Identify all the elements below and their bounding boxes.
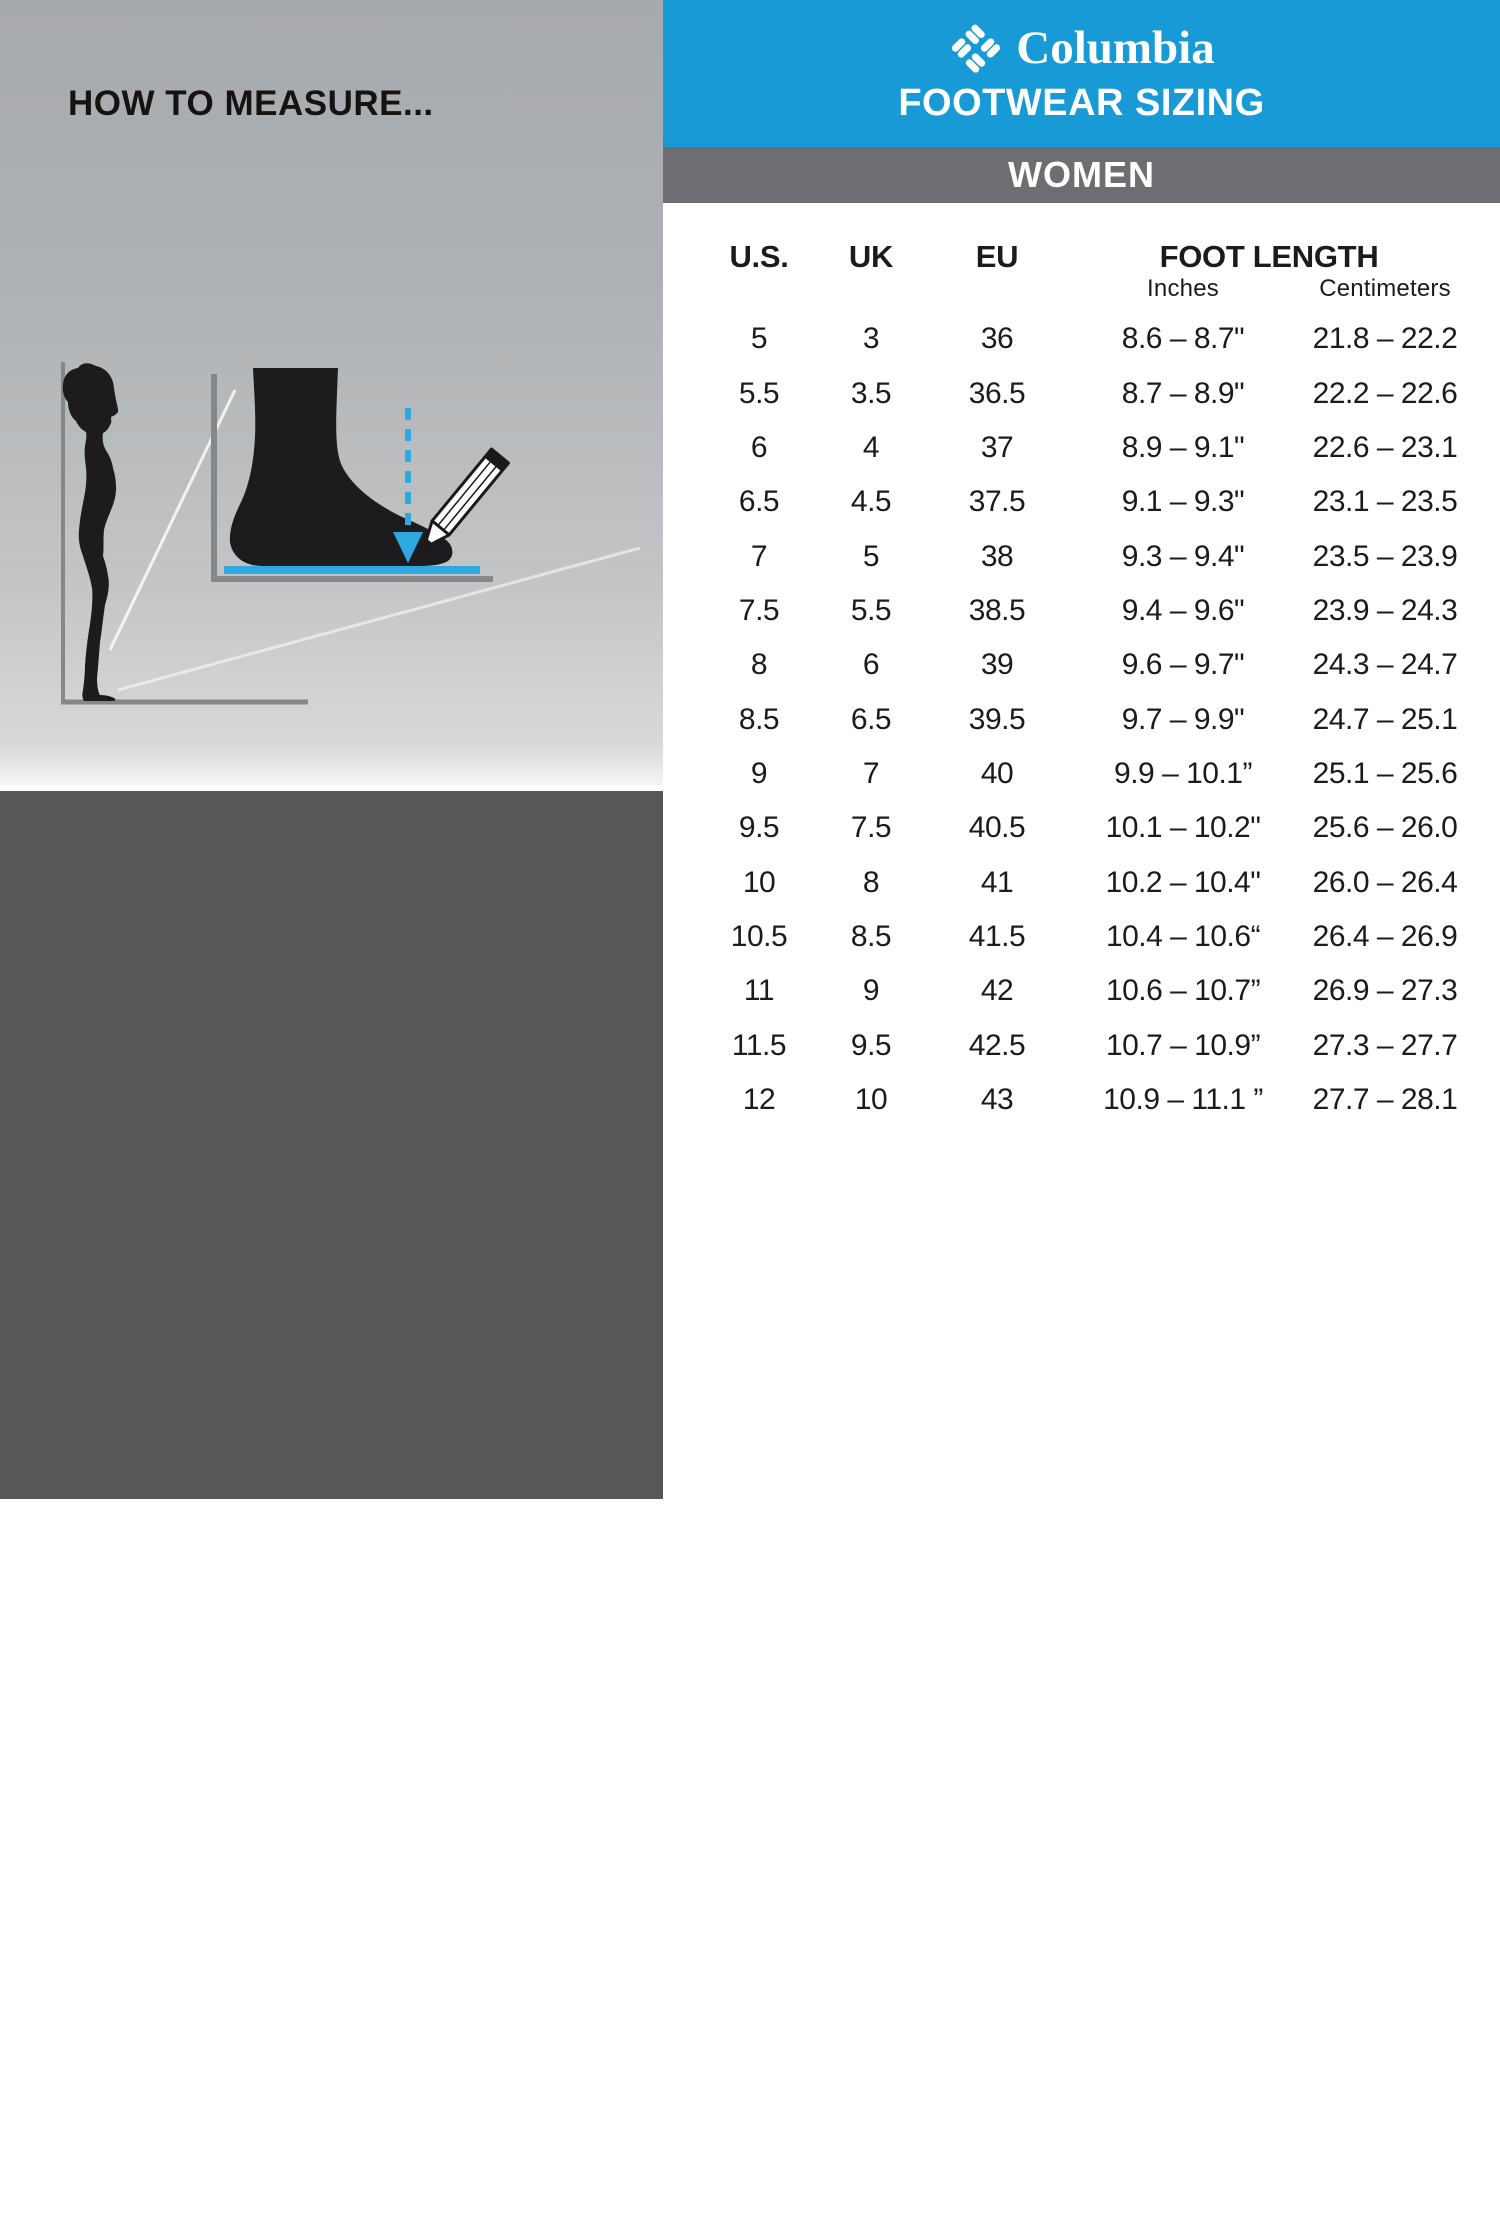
cell-centimeters: 26.9 – 27.3 [1312,974,1458,1008]
how-to-measure-title: HOW TO MEASURE... [68,84,434,123]
table-row [703,747,1500,801]
cell-centimeters: 26.0 – 26.4 [1312,865,1458,899]
table-header [663,240,1500,304]
table-row [703,421,1500,475]
cell-inches: 8.7 – 8.9" [1121,376,1245,410]
cell-us: 10.5 [730,919,788,953]
woman-silhouette [63,363,118,701]
cell-inches: 10.6 – 10.7” [1105,974,1261,1008]
cell-centimeters: 27.7 – 28.1 [1312,1082,1458,1116]
cell-inches: 10.9 – 11.1 ” [1103,1082,1263,1116]
cell-uk: 3 [862,322,880,356]
instruction-text: Read measurement and compare to size chart. [105,2017,600,2082]
cell-uk: 5 [862,539,880,573]
instruction-item [50,2106,635,2211]
cell-centimeters: 22.2 – 22.6 [1312,376,1458,410]
cell-centimeters: 23.1 – 23.5 [1312,485,1458,519]
table-row [703,366,1500,420]
cell-eu: 39.5 [968,702,1026,736]
cell-uk: 9 [862,974,880,1008]
section-label: WOMEN [663,147,1500,203]
cell-eu: 36.5 [968,376,1026,410]
how-to-measure-panel [0,0,663,2208]
cell-inches: 8.6 – 8.7" [1121,322,1245,356]
cell-uk: 4.5 [850,485,892,519]
instruction-item [50,1651,635,1721]
instruction-number: 4. [73,1926,96,1956]
cell-inches: 9.1 – 9.3" [1121,485,1245,519]
cell-uk: 7.5 [850,811,892,845]
cell-uk: 8 [862,865,880,899]
instruction-text: Place a blank sheet of paper against a wall or other 90 degree surface. [105,1653,627,1718]
sizing-chart-panel [663,0,1500,1499]
brand-header [663,0,1500,147]
cell-eu: 36 [980,322,1014,356]
instruction-text: When comparing to the chart, use the closest larger measurement to determine your size per your country’s standard. [105,2108,604,2208]
cell-uk: 10 [854,1082,888,1116]
measure-arrow-icon [393,408,423,563]
cell-centimeters: 22.6 – 23.1 [1312,430,1458,464]
cell-centimeters: 25.6 – 26.0 [1312,811,1458,845]
illustration-section [0,0,663,788]
cell-uk: 3.5 [850,376,892,410]
table-row [703,638,1500,692]
instruction-number: 6. [73,2108,96,2138]
col-header-us: U.S. [729,239,789,274]
table-row [703,801,1500,855]
subheader-centimeters: Centimeters [1319,275,1451,302]
instruction-text: Place heel against wall on flat level surface. [105,1744,532,1809]
instruction-item [50,1833,635,1903]
cell-eu: 39 [980,648,1014,682]
cell-uk: 7 [862,756,880,790]
cell-inches: 9.7 – 9.9" [1121,702,1245,736]
instructions-list [50,1651,635,2232]
cell-us: 7 [750,539,768,573]
instruction-number: 3. [73,1835,96,1865]
table-row [703,475,1500,529]
cell-centimeters: 23.9 – 24.3 [1312,593,1458,627]
cell-centimeters: 21.8 – 22.2 [1312,322,1458,356]
table-row [703,584,1500,638]
cell-centimeters: 23.5 – 23.9 [1312,539,1458,573]
table-row [703,529,1500,583]
table-row [703,1073,1500,1127]
cell-inches: 9.3 – 9.4" [1121,539,1245,573]
cell-us: 5 [750,322,768,356]
cell-us: 9 [750,756,768,790]
cell-eu: 42 [980,974,1014,1008]
cell-inches: 10.7 – 10.9” [1105,1028,1261,1062]
cell-eu: 41.5 [968,919,1026,953]
cell-centimeters: 24.3 – 24.7 [1312,648,1458,682]
cell-uk: 6 [862,648,880,682]
cell-inches: 9.4 – 9.6" [1121,593,1245,627]
brand-name: Columbia [1016,22,1215,74]
table-body [663,312,1500,1127]
cell-eu: 38.5 [968,593,1026,627]
brand-logo [948,18,1215,78]
cell-us: 8 [750,648,768,682]
cell-inches: 9.6 – 9.7" [1121,648,1245,682]
cell-inches: 8.9 – 9.1" [1121,430,1245,464]
instruction-item [50,2015,635,2085]
cell-uk: 4 [862,430,880,464]
pencil-icon [424,449,509,548]
table-row [703,312,1500,366]
instruction-number: 2. [73,1744,96,1774]
paper-line [224,566,480,574]
cell-centimeters: 26.4 – 26.9 [1312,919,1458,953]
cell-eu: 37.5 [968,485,1026,519]
table-row [703,910,1500,964]
cell-inches: 10.2 – 10.4" [1105,865,1261,899]
chart-title: FOOTWEAR SIZING [898,82,1265,124]
table-row [703,964,1500,1018]
cell-eu: 37 [980,430,1014,464]
size-table [663,240,1500,1127]
cell-us: 7.5 [738,593,780,627]
table-row [703,1018,1500,1072]
instruction-item [50,1924,635,1994]
cell-us: 10 [742,865,776,899]
cell-uk: 6.5 [850,702,892,736]
instruction-item [50,1742,635,1812]
cell-eu: 42.5 [968,1028,1026,1062]
cell-inches: 10.4 – 10.6“ [1105,919,1261,953]
instruction-number: 5. [73,2017,96,2047]
table-row [703,855,1500,909]
cell-inches: 9.9 – 10.1” [1114,756,1252,790]
cell-centimeters: 27.3 – 27.7 [1312,1028,1458,1062]
cell-eu: 41 [980,865,1014,899]
cell-us: 11 [743,974,775,1008]
subheader-inches: Inches [1147,275,1219,302]
cell-eu: 38 [980,539,1014,573]
col-header-eu: EU [975,239,1019,274]
cell-us: 6 [750,430,768,464]
cell-us: 6.5 [738,485,780,519]
col-header-foot-length: FOOT LENGTH [1159,239,1379,274]
instructions-section [0,791,663,2208]
cell-eu: 43 [980,1082,1014,1116]
cell-uk: 8.5 [850,919,892,953]
cell-inches: 10.1 – 10.2" [1105,811,1261,845]
cell-us: 5.5 [738,376,780,410]
cell-us: 9.5 [738,811,780,845]
cell-eu: 40.5 [968,811,1026,845]
cell-uk: 9.5 [850,1028,892,1062]
columbia-emblem-icon [948,20,1004,76]
cell-us: 8.5 [738,702,780,736]
table-row [703,692,1500,746]
instruction-text: Measure both feet in inches or centimeters and use the larger measurement. [105,1926,624,1991]
cell-us: 12 [742,1082,776,1116]
cell-centimeters: 25.1 – 25.6 [1312,756,1458,790]
instruction-number: 1. [73,1653,96,1683]
cell-us: 11.5 [731,1028,787,1062]
cell-eu: 40 [980,756,1014,790]
cell-uk: 5.5 [850,593,892,627]
col-header-uk: UK [848,239,894,274]
cell-centimeters: 24.7 – 25.1 [1312,702,1458,736]
instruction-text: Mark the end of the longest toe with a pen or pencil. [105,1835,617,1900]
